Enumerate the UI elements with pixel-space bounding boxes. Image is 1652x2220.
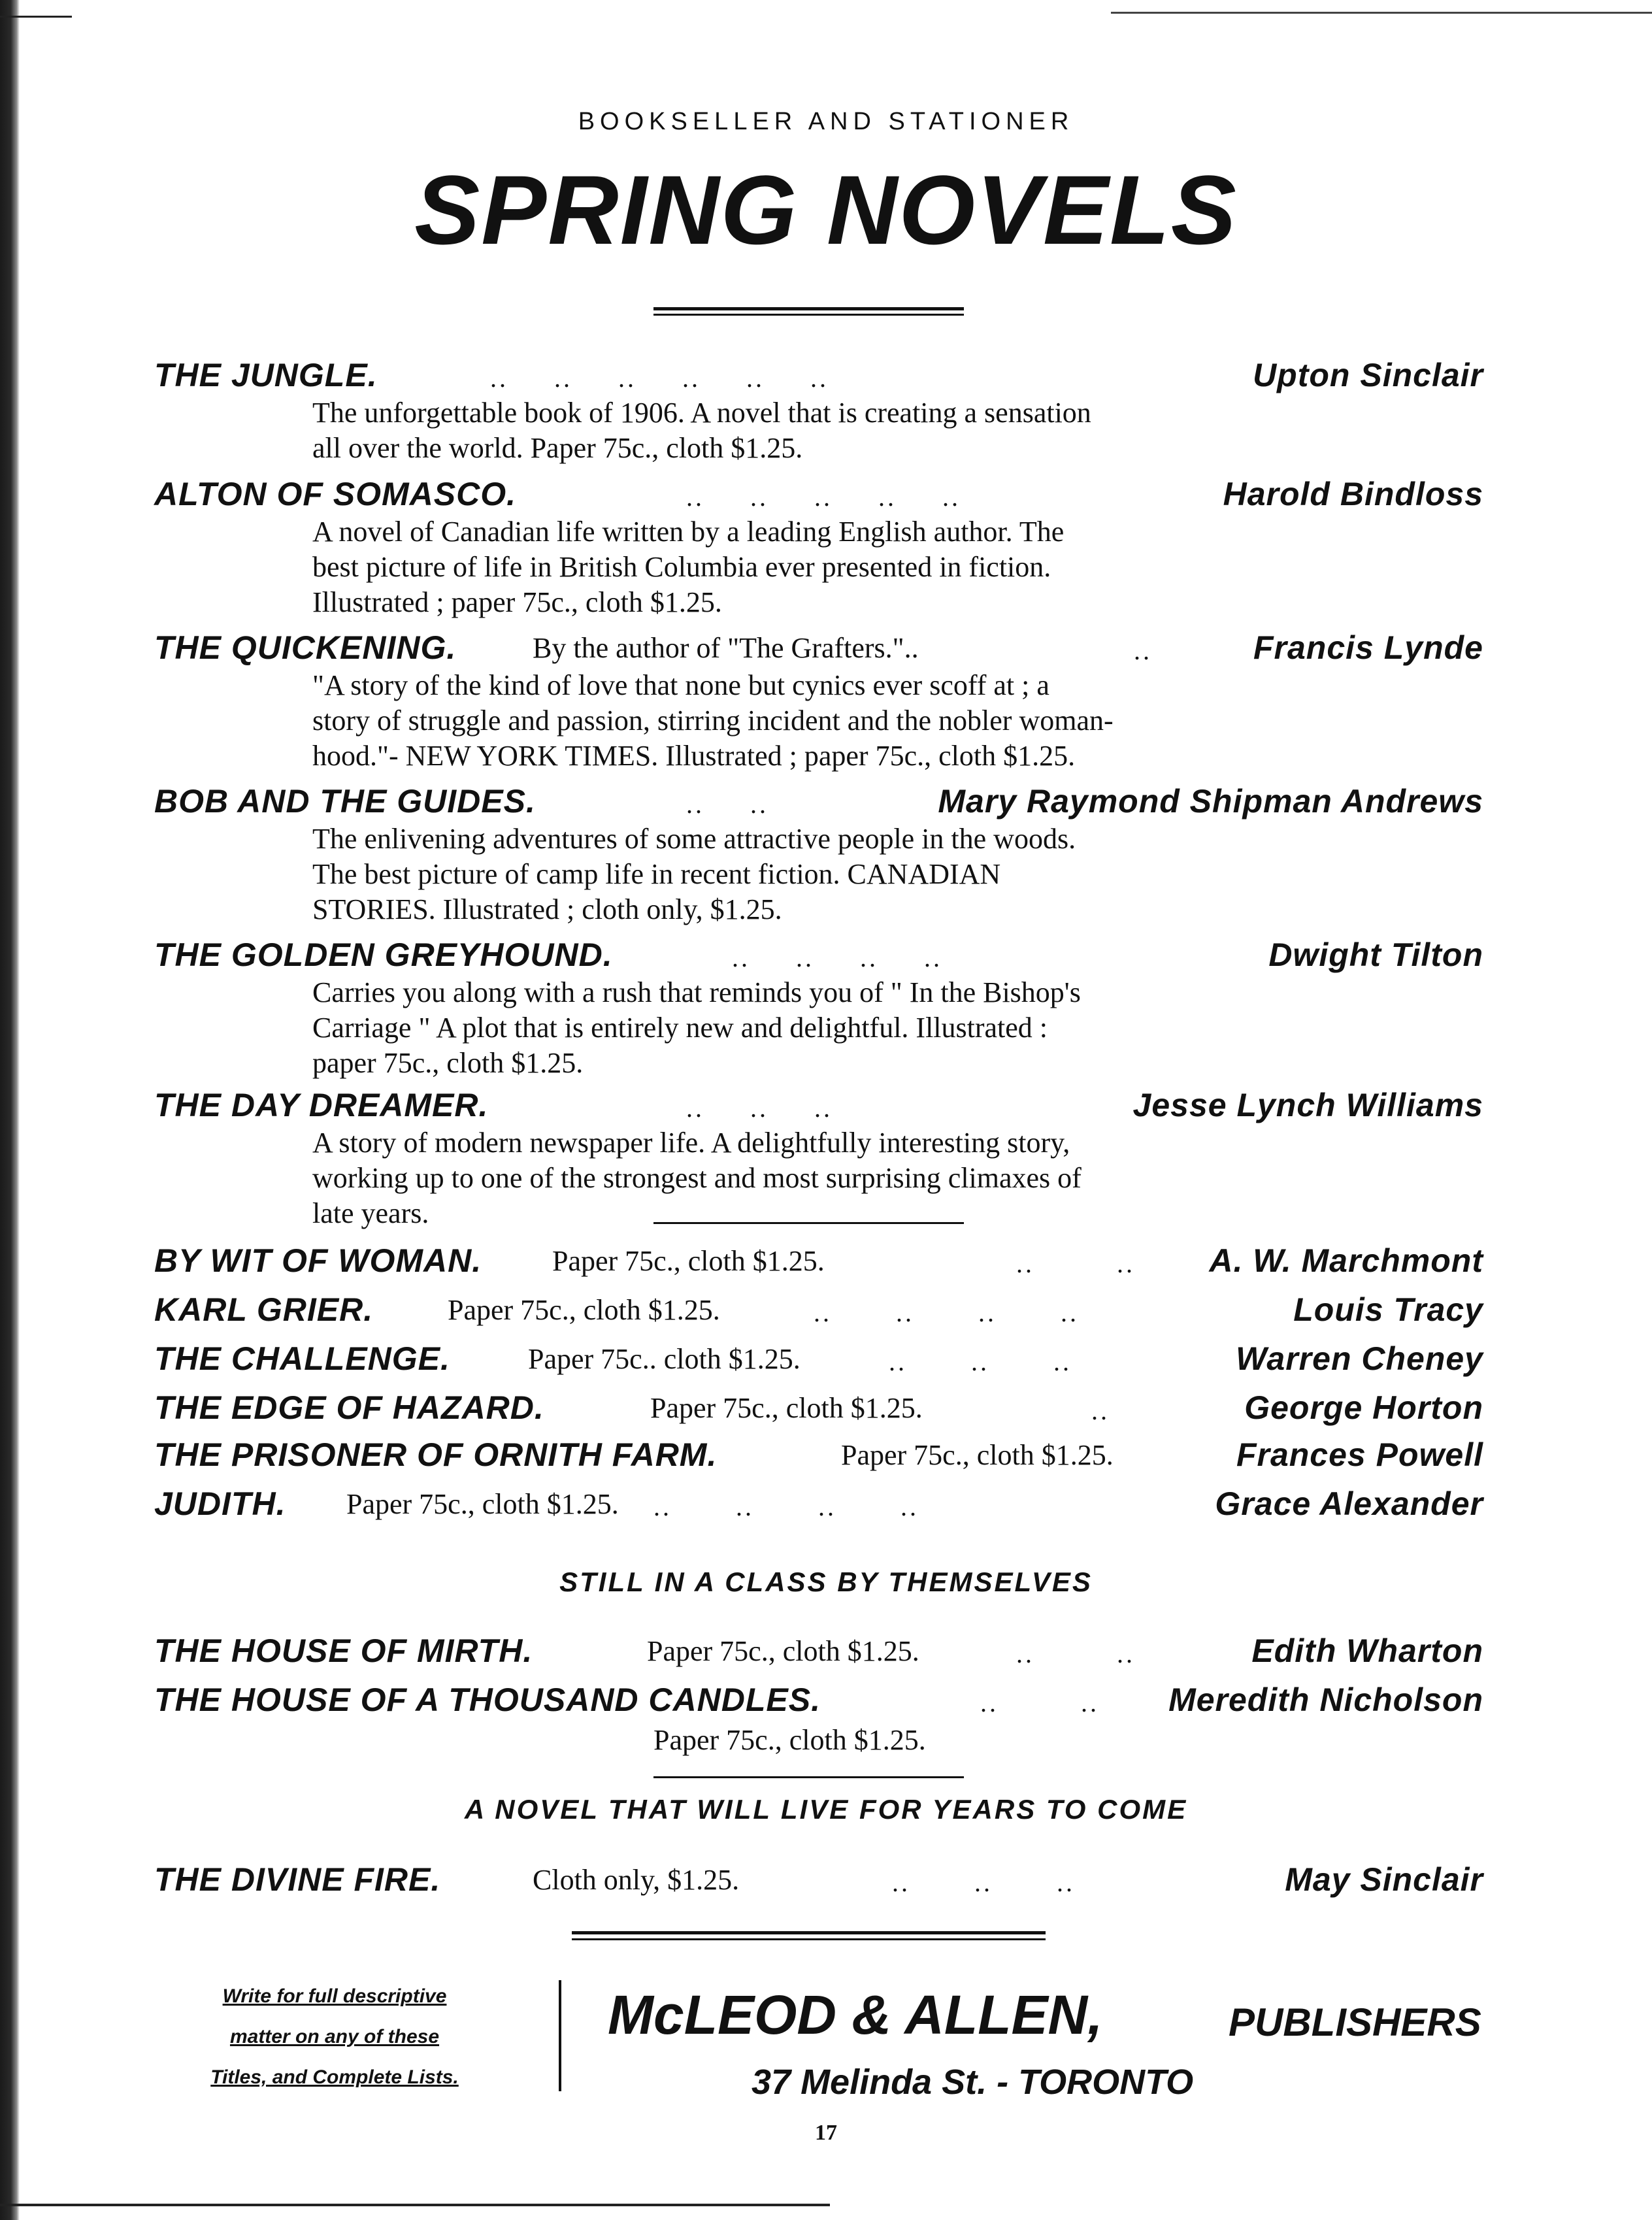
leader-dots: .. .. .. .. [732,943,942,972]
entry-author: Dwight Tilton [1268,936,1483,973]
publisher-address: 37 Melinda St. - TORONTO [752,2063,1194,2102]
description-line: "A story of the kind of love that none but cynics ever scoff at ; a [312,669,1049,701]
bottom-rule [0,2204,830,2206]
short-entry-author: A. W. Marchmont [1209,1242,1483,1279]
entry-author: Upton Sinclair [1253,357,1483,393]
section-rule [653,1222,964,1224]
entry-title: ALTON OF SOMASCO. [154,476,517,512]
leader-dots: .. .. .. [892,1868,1075,1897]
section-heading: A NOVEL THAT WILL LIVE FOR YEARS TO COME [464,1794,1188,1825]
leader-dots: .. [1091,1396,1110,1425]
description-line: Carriage " A plot that is entirely new and delightful. Illustrated : [312,1012,1048,1044]
short-entry-title: JUDITH. [154,1485,286,1522]
short-entry-title: THE CHALLENGE. [154,1340,450,1377]
description-line: hood."- NEW YORK TIMES. Illustrated ; paper 75c., cloth $1.25. [312,740,1076,772]
short-entry-author: Louis Tracy [1293,1291,1483,1328]
short-entry-price: Paper 75c.. cloth $1.25. [528,1343,801,1375]
entry-description [312,821,1325,927]
short-entry-price: Paper 75c., cloth $1.25. [841,1439,1114,1471]
lasting-entry-title: THE DIVINE FIRE. [154,1861,441,1898]
entry-title: THE JUNGLE. [154,357,378,393]
section-heading: STILL IN A CLASS BY THEMSELVES [559,1566,1093,1597]
leader-dots: .. .. [980,1688,1099,1717]
description-line: A story of modern newspaper life. A delightfully interesting story, [312,1127,1070,1159]
leader-dots: .. .. .. [686,1093,833,1123]
short-entry-price: Paper 75c., cloth $1.25. [552,1245,825,1277]
leader-dots: .. .. .. .. [814,1298,1079,1327]
description-line: STORIES. Illustrated ; cloth only, $1.25. [312,893,782,925]
class-entry-author: Edith Wharton [1251,1632,1483,1669]
leader-dots: .. .. .. .. .. [686,482,961,512]
description-line: A novel of Canadian life written by a leading English author. The [312,516,1065,548]
entry-author: Mary Raymond Shipman Andrews [938,783,1483,820]
description-line: Carries you along with a rush that reminds you of " In the Bishop's [312,976,1081,1008]
entry-author: Harold Bindloss [1223,476,1483,512]
note-line: Titles, and Complete Lists. [210,2066,459,2088]
short-entry-title: BY WIT OF WOMAN. [154,1242,482,1279]
leader-dots: .. .. [1016,1639,1135,1668]
class-entry-price: Paper 75c., cloth $1.25. [647,1635,919,1667]
short-entry-title: THE PRISONER OF ORNITH FARM. [154,1436,718,1473]
catalog-note [152,1983,518,2105]
entry-description [312,975,1325,1081]
short-entry-author: Grace Alexander [1215,1485,1483,1522]
short-entry-author: George Horton [1244,1389,1483,1426]
description-line: The unforgettable book of 1906. A novel that is creating a sensation [312,397,1091,429]
note-line: matter on any of these [229,2026,440,2047]
top-rule-left [0,16,72,18]
entry-author: Jesse Lynch Williams [1132,1087,1483,1123]
short-entry-price: Paper 75c., cloth $1.25. [650,1392,923,1424]
class-entry-title: THE HOUSE OF A THOUSAND CANDLES. [154,1682,821,1718]
page-number: 17 [815,2121,837,2145]
footer-divider [559,1980,561,2091]
class-entry-author: Meredith Nicholson [1168,1682,1483,1718]
description-line: late years. [312,1197,429,1229]
short-entry-author: Warren Cheney [1236,1340,1483,1377]
lasting-entry-price: Cloth only, $1.25. [533,1864,740,1896]
entry-description [312,514,1325,620]
entry-description [312,395,1325,466]
short-entry-title: KARL GRIER. [154,1291,374,1328]
entry-title: THE QUICKENING. [154,629,457,666]
entry-description [312,668,1325,774]
entry-title: THE DAY DREAMER. [154,1087,489,1123]
short-entry-price: Paper 75c., cloth $1.25. [346,1488,619,1520]
class-entry-price: Paper 75c., cloth $1.25. [653,1724,926,1756]
description-line: Illustrated ; paper 75c., cloth $1.25. [312,586,722,618]
note-line: Write for full descriptive [222,1985,447,2007]
publisher-suffix: PUBLISHERS [1229,2000,1481,2044]
lasting-entry-author: May Sinclair [1285,1861,1483,1898]
publisher-name: McLEOD & ALLEN, [608,1984,1103,2046]
class-entry-title: THE HOUSE OF MIRTH. [154,1632,533,1669]
description-line: best picture of life in British Columbia ever presented in fiction. [312,551,1051,583]
top-rule-right [1111,12,1652,14]
section-rule [653,1776,964,1778]
footer-rule-2 [572,1938,1046,1940]
description-line: working up to one of the strongest and most surprising climaxes of [312,1162,1082,1194]
description-line: The enlivening adventures of some attractive people in the woods. [312,823,1076,855]
short-entry-price: Paper 75c., cloth $1.25. [448,1294,720,1326]
title-rule [653,307,964,310]
leader-dots: .. .. .. [889,1347,1072,1376]
entry-title: BOB AND THE GUIDES. [154,783,536,820]
description-line: The best picture of camp life in recent fiction. CANADIAN [312,858,1001,890]
binding-edge [0,0,20,2220]
description-line: paper 75c., cloth $1.25. [312,1047,584,1079]
leader-dots: .. .. .. .. .. .. [490,363,829,393]
footer-rule [572,1931,1046,1934]
entry-author: Francis Lynde [1253,629,1483,666]
leader-dots: .. .. [1016,1249,1135,1278]
leader-dots: .. .. .. .. [653,1492,919,1521]
entry-byline: By the author of "The Grafters.".. [533,632,919,664]
short-entry-author: Frances Powell [1236,1436,1483,1473]
leader-dots: .. .. [686,789,768,819]
entry-title: THE GOLDEN GREYHOUND. [154,936,613,973]
description-line: story of struggle and passion, stirring incident and the nobler woman- [312,704,1114,737]
description-line: all over the world. Paper 75c., cloth $1.25. [312,432,803,464]
header-kicker: BOOKSELLER AND STATIONER [578,108,1074,135]
short-entry-title: THE EDGE OF HAZARD. [154,1389,544,1426]
page-title: SPRING NOVELS [414,155,1238,265]
leader-dots: .. [1134,636,1152,665]
entry-description [312,1125,1325,1231]
title-rule-2 [653,314,964,316]
